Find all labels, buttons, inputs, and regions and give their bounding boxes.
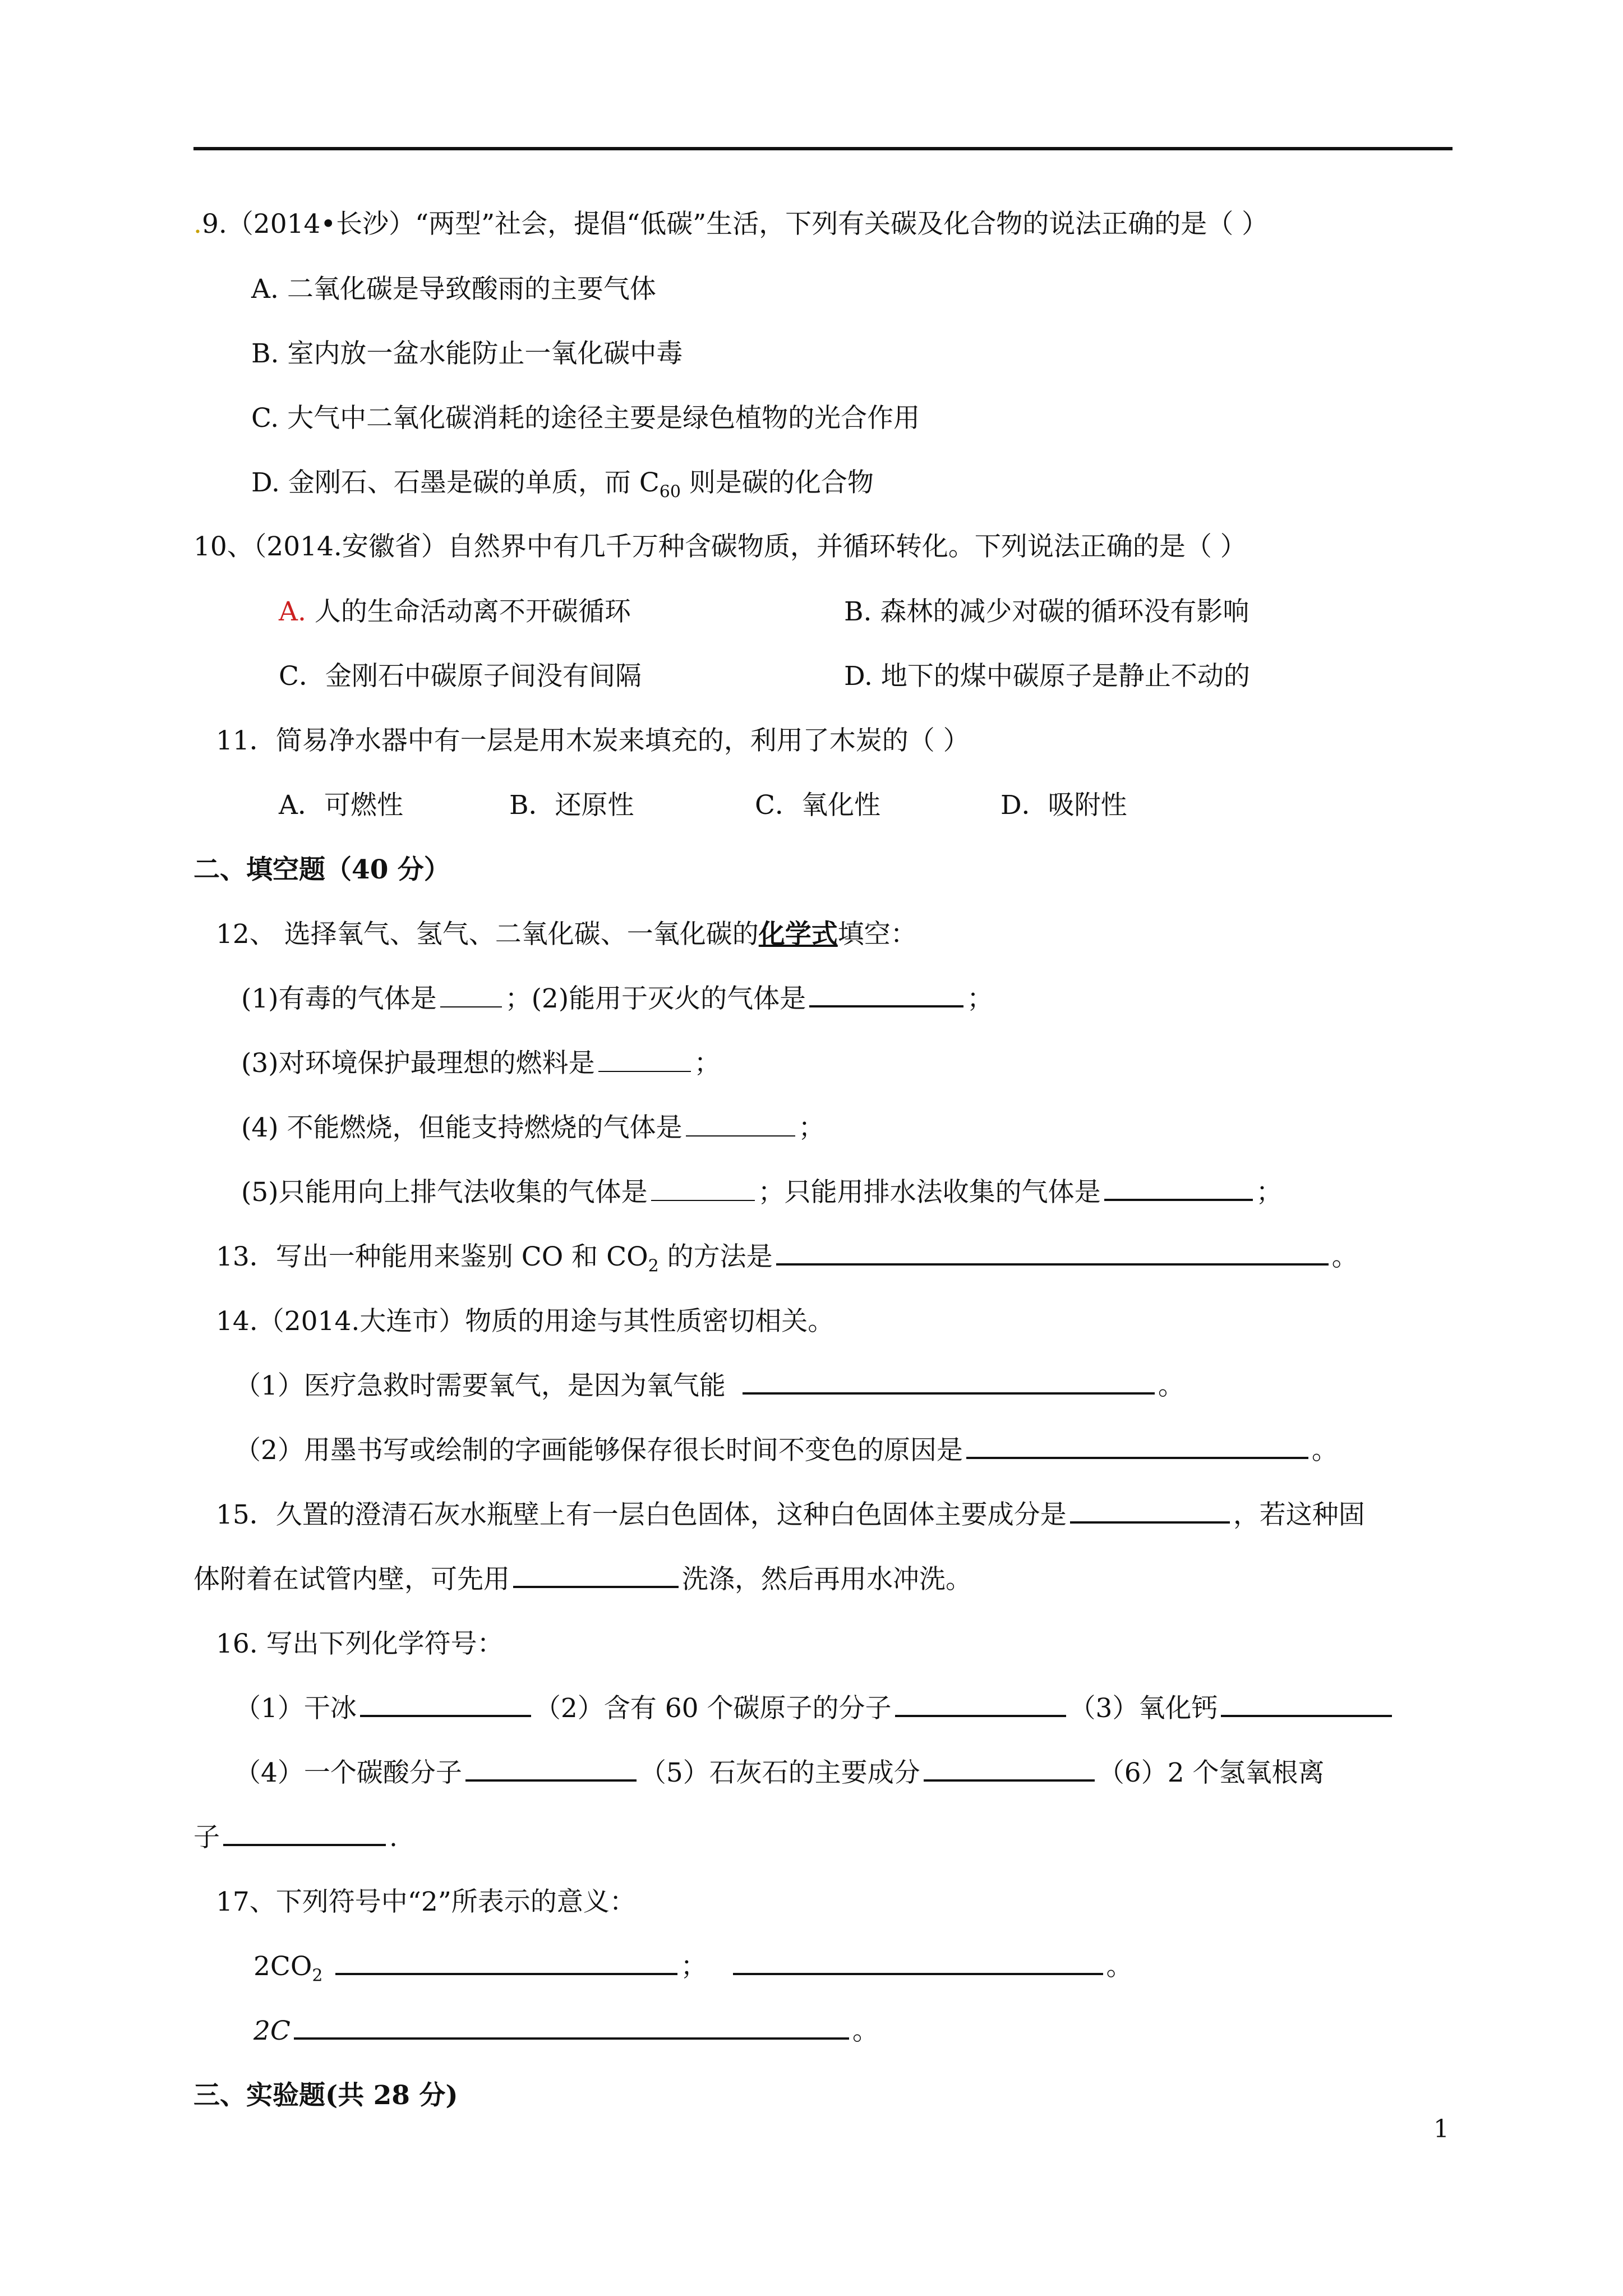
section-3-heading: 三、实验题(共 28 分) <box>193 2080 458 2111</box>
q12-stem: 12、 选择氧气、氢气、二氧化碳、一氧化碳的化学式填空： <box>216 919 917 950</box>
q14-part-2: （2）用墨书写或绘制的字画能够保存很长时间不变色的原因是 。 <box>234 1435 1338 1466</box>
page-number: 1 <box>1433 2115 1449 2143</box>
q10-stem: 10、（2014.安徽省）自然界中有几千万种含碳物质，并循环转化。下列说法正确的是（ ） <box>193 531 1247 562</box>
answer-blank[interactable] <box>598 1050 691 1072</box>
q12-line-3: (4) 不能燃烧，但能支持燃烧的气体是 ； <box>241 1112 825 1143</box>
q11-option-b: B．还原性 <box>509 790 634 821</box>
q14-part-1: （1）医疗急救时需要氧气，是因为氧气能 。 <box>234 1370 1184 1401</box>
answer-blank[interactable] <box>223 1823 386 1846</box>
q13-line: 13．写出一种能用来鉴别 CO 和 $CO_2$ 的方法是 。 <box>216 1241 1358 1276</box>
q17-line-1: $2CO_2$ ； 。 <box>253 1951 1133 1986</box>
q16-stem: 16. 写出下列化学符号： <box>216 1628 504 1659</box>
q9-option-b: B. 室内放一盆水能防止一氧化碳中毒 <box>251 338 683 369</box>
q12-line-2: (3)对环境保护最理想的燃料是 ； <box>241 1048 721 1079</box>
answer-blank[interactable] <box>465 1758 637 1782</box>
answer-blank[interactable] <box>966 1435 1308 1459</box>
answer-blank[interactable] <box>809 984 963 1007</box>
answer-blank[interactable] <box>440 985 502 1007</box>
answer-blank[interactable] <box>924 1758 1095 1782</box>
q12-line-4: (5)只能用向上排气法收集的气体是 ；只能用排水法收集的气体是 ； <box>241 1177 1283 1208</box>
answer-blank[interactable] <box>895 1694 1066 1717</box>
q11-stem: 11．简易净水器中有一层是用木炭来填充的，利用了木炭的（ ） <box>216 725 970 756</box>
q9-option-c: C. 大气中二氧化碳消耗的途径主要是绿色植物的光合作用 <box>251 403 920 434</box>
q15-line-1: 15．久置的澄清石灰水瓶壁上有一层白色固体，这种白色固体主要成分是 ，若这种固 <box>216 1499 1365 1530</box>
answer-blank[interactable] <box>733 1952 1103 1975</box>
q17-line-2: 2C 。 <box>253 2016 879 2046</box>
q16-line-1: （1）干冰 （2）含有 60 个碳原子的分子 （3）氧化钙 <box>234 1692 1395 1726</box>
q16-line-3: 子 . <box>193 1822 398 1853</box>
q9-option-d: D. 金刚石、石墨是碳的单质，而 $C_{60}$ 则是碳的化合物 <box>251 467 874 502</box>
header-rule <box>193 147 1453 150</box>
answer-blank[interactable] <box>1221 1694 1392 1717</box>
q10-option-c: C．金刚石中碳原子间没有间隔 <box>279 661 642 692</box>
answer-blank[interactable] <box>1070 1500 1230 1524</box>
answer-blank[interactable] <box>1104 1177 1253 1201</box>
q14-stem: 14.（2014.大连市）物质的用途与其性质密切相关。 <box>216 1306 834 1337</box>
q11-option-d: D．吸附性 <box>1000 790 1127 821</box>
answer-blank[interactable] <box>335 1952 677 1975</box>
q15-line-2: 体附着在试管内壁，可先用 洗涤，然后再用水冲洗。 <box>193 1564 972 1595</box>
answer-blank[interactable] <box>294 2016 849 2040</box>
q10-option-b: B. 森林的减少对碳的循环没有影响 <box>844 596 1249 627</box>
q11-option-a: A．可燃性 <box>279 790 403 821</box>
answer-blank[interactable] <box>360 1694 531 1717</box>
q10-option-d: D. 地下的煤中碳原子是静止不动的 <box>844 661 1250 692</box>
q11-option-c: C．氧化性 <box>755 790 880 821</box>
answer-blank[interactable] <box>776 1242 1329 1266</box>
section-2-heading: 二、填空题（40 分） <box>193 854 450 885</box>
q17-stem: 17、下列符号中“2”所表示的意义： <box>216 1887 636 1917</box>
answer-blank[interactable] <box>513 1565 679 1588</box>
q16-line-2: （4）一个碳酸分子 （5）石灰石的主要成分 （6）2 个氢氧根离 <box>234 1757 1325 1788</box>
answer-blank[interactable] <box>686 1114 795 1137</box>
answer-blank[interactable] <box>743 1371 1155 1395</box>
answer-blank[interactable] <box>651 1179 755 1201</box>
q9-option-a: A. 二氧化碳是导致酸雨的主要气体 <box>251 274 656 305</box>
q9-stem: .9.（2014•长沙）“两型”社会，提倡“低碳”生活，下列有关碳及化合物的说法正确的是（ ） <box>193 209 1269 240</box>
q10-option-a: A. 人的生命活动离不开碳循环 <box>279 596 631 627</box>
q12-line-1: (1)有毒的气体是 ；(2)能用于灭火的气体是 ； <box>241 983 994 1014</box>
